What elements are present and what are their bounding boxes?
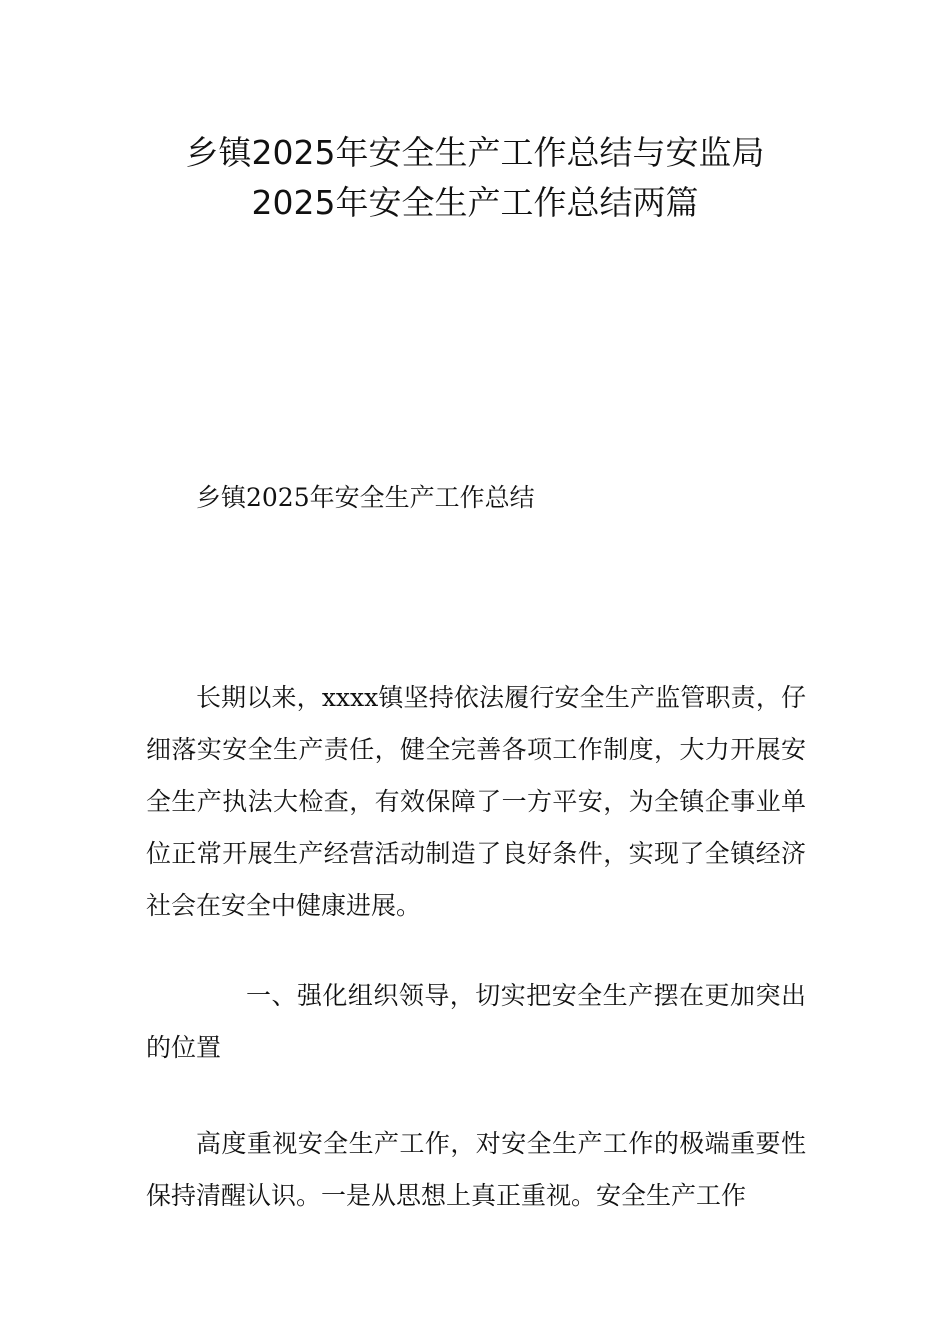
title-line-1: 乡镇2025年安全生产工作总结与安监局 — [185, 133, 765, 172]
paragraph-body: 高度重视安全生产工作，对安全生产工作的极端重要性保持清醒认识。一是从思想上真正重视。安全生产工作 — [146, 1129, 806, 1210]
paragraph-intro: 长期以来，xxxx镇坚持依法履行安全生产监管职责，仔细落实安全生产责任，健全完善各项工作制度，大力开展安全生产执法大检查，有效保障了一方平安，为全镇企事业单位正常开展生产经营活动制造了良好条件，实现了全镇经济社会在安全中健康进展。 — [146, 683, 806, 920]
title-line-2: 2025年安全生产工作总结两篇 — [251, 183, 699, 222]
section-heading-1: 一、强化组织领导，切实把安全生产摆在更加突出的位置 — [146, 981, 806, 1062]
section-subtitle: 乡镇2025年安全生产工作总结 — [196, 483, 535, 512]
document-title — [0, 128, 950, 228]
